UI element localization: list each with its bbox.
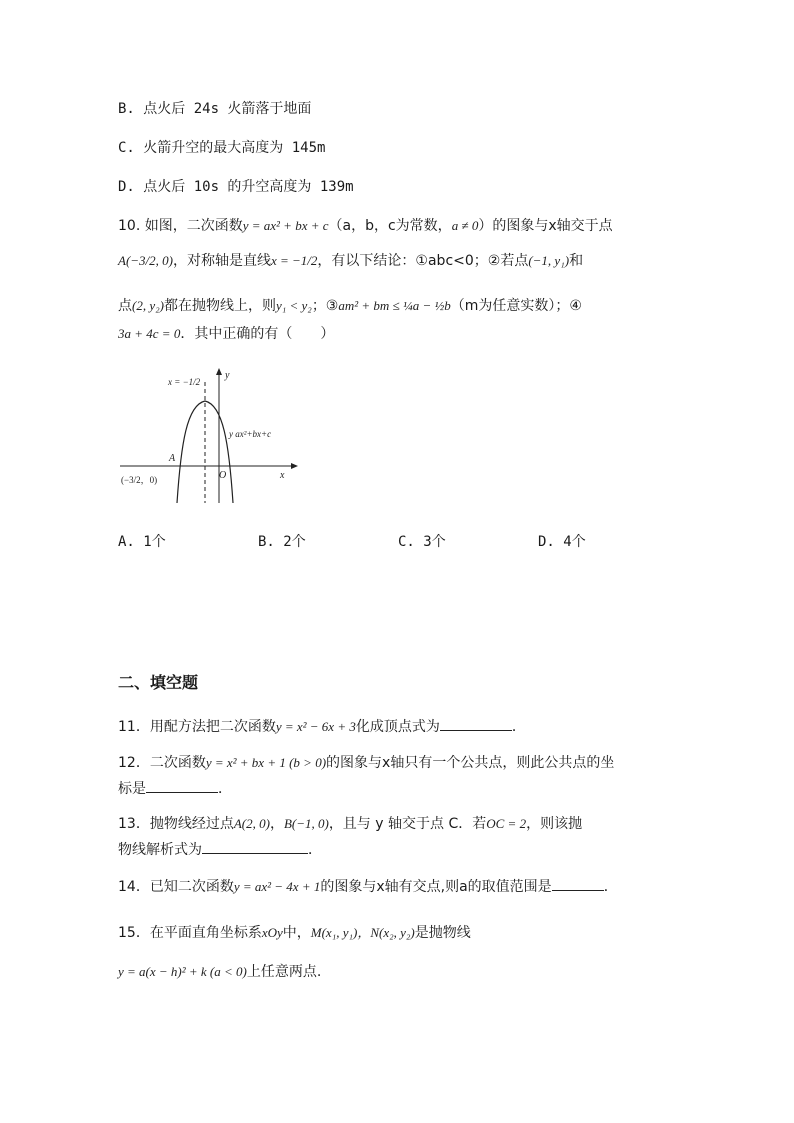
x-axis-arrow [291, 463, 298, 469]
q10-text: ）的图象与x轴交于点 [478, 218, 613, 234]
q13-text: 物线解析式为 [118, 842, 202, 858]
q14-equation: y = ax² − 4x + 1 [233, 879, 321, 894]
q10-text: （a，b，c为常数， [328, 218, 452, 234]
q14-answer-blank [552, 876, 604, 891]
q10-condition: a ≠ 0 [451, 218, 479, 233]
q15-line-1 [118, 923, 471, 943]
q14-text: 14．已知二次函数 [118, 879, 234, 895]
q13-line-1 [118, 814, 582, 834]
q15-equation: y = a(x − h)² + k (a < 0) [118, 964, 247, 979]
origin-label: O [219, 470, 227, 481]
q10-option-d: D. 4个 [538, 534, 586, 550]
q10-text: 点 [118, 298, 132, 314]
q14 [118, 876, 618, 897]
q9-option-c: C. 火箭升空的最大高度为 145m [118, 140, 326, 156]
q11-end: ． [511, 719, 526, 735]
q15-points: M(x₁, y₁)，N(x₂, y₂) [310, 925, 415, 940]
q15-system: xOy [261, 925, 283, 940]
q12-text: 的图象与x轴只有一个公共点，则此公共点的坐 [326, 755, 615, 771]
q10-text: 10. 如图，二次函数 [118, 218, 243, 234]
q11-equation: y = x² − 6x + 3 [275, 719, 356, 734]
q10-inequality: y₁ < y₂ [275, 298, 312, 313]
q10-line-1 [118, 216, 613, 236]
q10-line-4 [118, 324, 334, 344]
q14-text: 的图象与x轴有交点,则a的取值范围是 [320, 879, 552, 895]
parabola-figure [115, 365, 300, 505]
curve-label: y ax²+bx+c [229, 429, 272, 439]
q12-text: 标是 [118, 781, 146, 797]
q10-option-a: A. 1个 [118, 534, 166, 550]
q10-text: ，对称轴是直线 [172, 253, 271, 269]
q10-symmetry-axis: x = −1/2 [270, 253, 318, 268]
q10-line-3 [118, 296, 582, 316]
q12-end: ． [218, 781, 232, 797]
q13-separator: ， [269, 816, 284, 832]
q10-line-2 [118, 251, 583, 271]
q10-text: 和 [569, 253, 584, 269]
y-axis-label: y [225, 370, 230, 381]
q10-point-a: A(−3/2, 0) [118, 253, 173, 268]
q13-line-2 [118, 839, 322, 860]
q11 [118, 716, 526, 737]
q15-text: 是抛物线 [414, 925, 471, 941]
section-title: 二、填空题 [118, 673, 199, 692]
q13-text: 13．抛物线经过点 [118, 816, 234, 832]
q15-text: 上任意两点. [246, 964, 322, 980]
q11-text: 化成顶点式为 [355, 719, 440, 735]
point-a-label: A [169, 453, 176, 464]
x-axis-label: x [280, 470, 285, 481]
q13-point-a: A(2, 0) [233, 816, 270, 831]
q13-answer-blank [202, 839, 308, 854]
q10-text: ，有以下结论：①abc<0；②若点 [317, 253, 529, 269]
q10-inequality-2: am² + bm ≤ ¼a − ½b [338, 298, 451, 313]
q13-text: ，且与 y 轴交于点 C．若 [328, 816, 487, 832]
point-coordinate-label: (−3/2，0) [121, 475, 158, 485]
q13-text: ，则该抛 [526, 816, 583, 832]
q12-equation: y = x² + bx + 1 (b > 0) [205, 755, 327, 770]
q11-text: 11．用配方法把二次函数 [118, 719, 276, 735]
q12-answer-blank [146, 778, 218, 793]
q12-line-2 [118, 778, 232, 799]
q10-text: ；③ [311, 298, 339, 314]
q10-text: （m为任意实数）；④ [450, 298, 582, 314]
q10-equation-4: 3a + 4c = 0 [118, 326, 181, 341]
q10-text: 都在抛物线上，则 [163, 298, 276, 314]
q10-option-c: C. 3个 [398, 534, 446, 550]
q15-text: 15．在平面直角坐标系 [118, 925, 262, 941]
q13-point-b: B(−1, 0) [283, 816, 329, 831]
y-axis-arrow [216, 368, 222, 375]
q15-line-2 [118, 962, 321, 982]
q10-point-2: (2, y₂) [132, 298, 164, 313]
q13-end: ． [308, 842, 322, 858]
q9-option-b: B. 点火后 24s 火箭落于地面 [118, 101, 312, 117]
q11-answer-blank [440, 716, 512, 731]
q14-end: ． [603, 879, 618, 895]
q12-text: 12．二次函数 [118, 755, 206, 771]
q15-text: 中， [282, 925, 311, 941]
q9-option-d: D. 点火后 10s 的升空高度为 139m [118, 179, 354, 195]
q12-line-1 [118, 753, 614, 773]
symmetry-axis-label: x = −1/2 [168, 377, 201, 387]
q10-text: ．其中正确的有（ ） [180, 326, 335, 342]
q13-oc: OC = 2 [486, 816, 527, 831]
q10-equation: y = ax² + bx + c [242, 218, 329, 233]
q10-option-b: B. 2个 [258, 534, 306, 550]
q10-point-1: (−1, y₁) [528, 253, 570, 268]
